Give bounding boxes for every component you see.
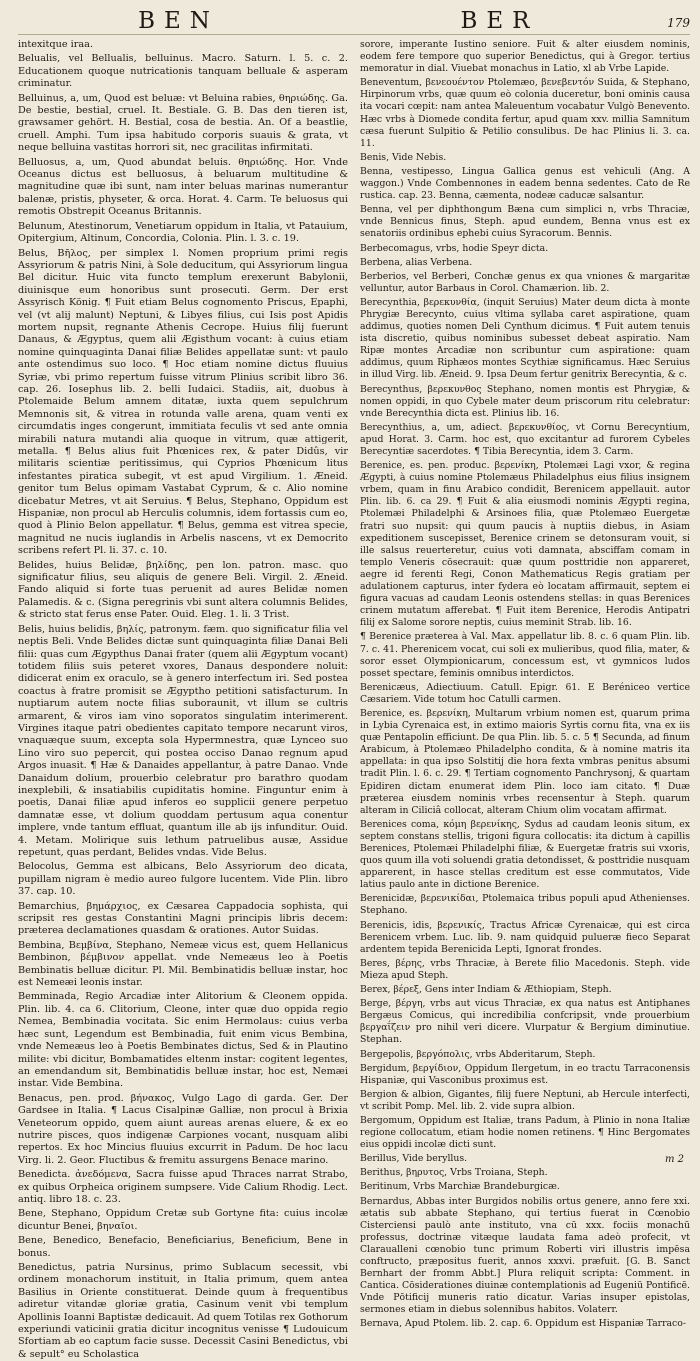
dictionary-entry: Bernardus, Abbas inter Burgidos nobilis ortus genere, anno fere xxi. ætatis sub abbate Stephano, qui tertius fuerat in Cœnobio Cisterciensi paulò ante instituto, vna cū xxx. fociis monachū professus, doctrinæ vitæque laudata fama adeò profecit, vt Claraualleni cœnobio tunc primum Roberti viri illustris impēsa conftructo, præpositus fuerit, annos xxxvi. præfuit. [G. B. Sanct Bernhart der fromm Abbt.] Plura reliquit scripta: Comment. in Cantica. Cōsiderationes diuinæ contemplationis ad Eugeniū Pontificē. Vnde Pōtificij muneris ratio dicatur. Varias insuper epistolas, sermones etiam in diebus solennibus habitos. Volaterr.	[360, 1195, 690, 1316]
dictionary-entry: Bemarchius, βημάρχιος, ex Cæsarea Cappadocia sophista, qui scripsit res gestas Constantini Magni principis libris decem: præterea declamationes quasdam & orationes. Autor Suidas.	[18, 900, 348, 937]
dictionary-entry: Beres, βέρης, vrbs Thraciæ, à Berete filio Macedonis. Steph. vide Mieza apud Steph.	[360, 957, 690, 981]
dictionary-entry: Bergion & albion, Gigantes, filij fuere Neptuni, ab Hercule interfecti, vt scribit Pomp. Mel. lib. 2. vide supra albion.	[360, 1088, 690, 1112]
dictionary-entry: Berecynthius, a, um, adiect. βερεκυνθίος, vt Cornu Berecyntium, apud Horat. 3. Carm. hoc est, quo excitantur ad furorem Cybeles Berecyntiæ sacerdotes. ¶ Tibia Berecyntia, idem 3. Carm.	[360, 421, 690, 457]
dictionary-entry: Berenices coma, κόμη βερενίκης, Sydus ad caudam leonis situm, ex septem constans stellis, trigoni figura collocatis: ita dictum à capillis Berenices, Ptolemæi Philadelphi filiæ, & Euergetæ fratris sui vxoris, quos quum illa voti soluendi gratia detondisset, & posttridie nusquam apparerent, in hasce stellas creditum est esse commutatos, Vide latius paulo ante in dictione Berenice.	[360, 818, 690, 891]
catchword: m 2	[664, 1154, 684, 1165]
dictionary-entry: Berecynthia, βερεκυνθία, (inquit Seruius) Mater deum dicta à monte Phrygiæ Berecynto, cuius vltima syllaba caret aspiratione, quam addimus, quoties nomen Deli Cynthum dicimus. ¶ Fuit autem tenuis ista discretio, quibus nominibus subesset debeat aspiratio. Nam Ripæ montes Arcadiæ non scribuntur cum aspiratione: quam addimus, quum Riphæos montes Scythiæ significamus. Hæc Seruius in illud Virg. lib. Æneid. 9. Ipsa Deum fertur genitrix Berecyntia, & c.	[360, 296, 690, 381]
left-column	[18, 39, 348, 1360]
dictionary-entry: Berillus, Vide beryllus.	[360, 1153, 468, 1165]
dictionary-entry: Beneventum, βενεουέντον Ptolemæo, βενεβεντόν Suida, & Stephano, Hirpinorum vrbs, quæ quum eò colonia duceretur, boni ominis causa ita vocari cœpit: nam antea Maleuentum vocabatur Vulgò Benevento. Hæc vrbs à Diomede condita fertur, apud quam xxv. millia Samnitum cæsa fuerunt Sulpitio & Petilio consulibus. De hac Plinius li. 3. ca. 11.	[360, 77, 690, 149]
dictionary-entry: Bemminada, Regio Arcadiæ inter Alitorium & Cleonem oppida. Plin. lib. 4. ca 6. Clitorium, Cleone, inter quæ duo oppida regio Nemea, Bembinadia vocitata. Sic enim Hermolaus: cuius verba hæc sunt, Legendum est Bembinadia, fuit enim vicus Bembina, vnde Nemeæus leo à Poetis Bembinates dictus, Sed & in Plautino milite: vbi dicitur, Bombamatides eltenm instar: cogitent legentes, an emendandum sit, Bembinatidis belluæ instar, hoc est, Nemæi instar. Vide Bembina.	[18, 991, 348, 1090]
dictionary-entry: Berbecomagus, vrbs, hodie Speyr dicta.	[360, 242, 549, 254]
dictionary-entry: Berberios, vel Berberi, Conchæ genus ex qua vniones & margaritæ velluntur, autor Barbaus in Corol. Chamærion. lib. 2.	[360, 270, 690, 294]
dictionary-entry: Berithus, βηρυτος, Vrbs Troiana, Steph.	[360, 1167, 548, 1179]
dictionary-entry: sorore, imperante Iustino seniore. Fuit & alter eiusdem nominis, eodem fere tempore quo superior Benedictus, qui à Gregor. tertius memoratur in dial. Viuebat monachus in Latio, xl ab Vrbe Lapide.	[360, 39, 690, 75]
dictionary-entry: Berenicidæ, βερενικίδαι, Ptolemaica tribus populi apud Athenienses. Stephano.	[360, 893, 690, 917]
dictionary-entry: Berenicæus, Adiectiuum. Catull. Epigr. 61. E Beréniceo vertice Cæsariem. Vide totum hoc Catulli carmen.	[360, 681, 690, 705]
dictionary-entry: Benedictus, patria Nursinus, primo Sublacum secessit, vbi ordinem monachorum instituit, in Italia primum, quem antea Basilius in Oriente constituerat. Deinde quum à frequentibus adiretur vitandæ gloriæ gratia, Casinum venit vbi templum Apollinis Ioanni Baptistæ dedicauit. Ad quem Totilas rex Gothorum experiundi vaticinii gratia dicitur incognitus venisse ¶ Ludouicum Sfortiam ab eo captum facie susse. Decessit Casini Benedictus, vbi & sepult° eu Scholastica	[18, 1262, 348, 1360]
header-right-word: BER	[460, 8, 539, 34]
dictionary-entry: Berenice, es. βερενίκη, Multarum vrbium nomen est, quarum prima in Lybia Cyrenaica est, in extimo maioris Syrtis cornu fita, vna ex iis quæ Pentapolin efficiunt. De qua Plin. lib. 5. c. 5 ¶ Secunda, ad finum Arabicum, à Ptolemæo Philadelpho condita, & à nomine matris ita appellata: in qua ipso Solstitij die hora fexta vmbras penitus absumi tradit Plin. l. 6. c. 29. ¶ Tertiam cognomento Panchrysonj, & quartam Epidiren dictam enumerat idem Plin. loco iam citato. ¶ Duæ præterea eiusdem nominis vrbes recensentur à Steph. quarum alteram in Ciliciâ collocat, alteram Chium olim vocatam affirmat.	[360, 707, 690, 816]
dictionary-entry: Bembina, Βεμβίνα, Stephano, Nemeæ vicus est, quem Hellanicus Bembinon, βέμβινον appellat. vnde Nemeæus leo à Poetis Bembinatis belluæ dicitur. Pl. Mil. Bembinatidis belluæ instar, hoc est Nemeæi leonis instar.	[18, 939, 348, 989]
dictionary-entry: Belis, huius belidis, βηλίς, patronym. fæm. quo significatur filia vel neptis Beli. Vnde Belides dictæ sunt quinquaginta filiæ Danai Beli filii: quas cum Ægypthus Danai frater (quem alii Ægyptum vocant) totidem filiis suis peteret vxores, Danaus desponderе noluit: didicerat enim ex oraculo, se à genero interfectum iri. Sed postea coactus à fratre promisit se Ægyptho petitioni satisfacturum. In nuptiarum autem nocte filias suboraunit, vt illum se cultris armarent, & viros iam vino soporatos singulatim interimerent. Virgines itaque patri obedientes capitato tempore necarunt viros, vnaquæque suum, exceptа sola Hypermnestra, quæ Lynceo suo Lino viro suo pepercit, qui postea occiso Danao regnum apud Argos inuasit. ¶ Hæ & Danaides appellantur, à patre Danao. Vnde Danaidum dolium, prouerbio celebratur pro barathro quodam inexplebili, & insatiabilis cupiditatis homine. Finguntur enim à poetis, Danai filiæ apud inferos eo supplicii genere perpetuo damnatæ esse, vt dolium quoddam pertusum aqua conentur implere, vnde tantum effluat, quantum ille ab ijs infunditur. Ouid. 4. Metam. Molirique suis lethum patruelibus ausæ, Assidue repetunt, quas perdant, Belides vndas. Vide Belus.	[18, 623, 348, 858]
dictionary-entry: Berge, βέργη, vrbs aut vicus Thraciæ, ex qua natus est Antiphanes Bergæus Comicus, qui incredibilia confcripsit, vnde prouerbium βεργαΐζειν pro nihil veri dicere. Vlurpatur & Bergium diminutiue. Stephan.	[360, 998, 690, 1046]
dictionary-entry: Berex, βέρεξ, Gens inter Indiam & Æthiopiam, Steph.	[360, 984, 612, 996]
dictionary-entry: Belides, huius Belidæ, βηλίδης, pen lon. patron. masc. quo significatur filius, seu aliquis de genere Beli. Virgil. 2. Æneid. Fando aliquid si forte tuas peruenit ad aures Belidæ nomen Palamedis. & c. (Signa peregrinis vbi sunt altera columnis Belides, & stricto stat ferus ense Pater. Ouid. Eleg. 1. li. 3 Trist.	[18, 559, 348, 621]
dictionary-entry: Belluinus, a, um, Quod est beluæ: vt Beluina rabies, θηριώδης. Ga. De bestie, bestial, cruel. It. Bestiale. G. B. Das den tieren ist, grawsamer gehört. H. Bestial, cosa de bestia. An. Of a beastlie, cruell. Amphi. Tum ipsa habitudo corporis suauis & grata, vt neque belluina vastitas horrori sit, nec gracilitas infirmitati.	[18, 92, 348, 154]
dictionary-entry: Berenice, es. pen. produc. βερενίκη, Ptolemæi Lagi vxor, & regina Ægypti, à cuius nomine Ptolemæus Philadelphus eius filius insignem vrbem, quam in finu Arabico condidit, Berenicem appellauit. autor Plin. lib. 6. ca 29. ¶ Fuit & alia eiusmodi nominis Ægypti regina, Ptolemæi Philadelphi & Arsinoes filia, quæ Ptolemæo Euergetæ fratri suo nupsit: qui quum paucis à nuptiis diebus, in Asiam expeditionem suscepisset, Berenice crinem se detonsuram vouit, si ille salsus reuerteretur, cuius voti damnata, absciffam comam in templo Veneris cōsecrauit: quæ quum posttridie non appareret, aegre id ferenti Regi, Conon Mathematicus Regis gratiam per adulationem capturus, inter fydera eò locatam affirmauit, septem ei figura vacuas ad caudam Leonis ostendens stellas: in quas Berenices crinem mutatum afferebat. ¶ Fuit item Berenice, Herodis Antipatri filij ex Salome sorore neptis, cuius meminit Strab. lib. 16.	[360, 460, 690, 629]
dictionary-entry: Bergidum, βεργίδιον, Oppidum Ilergetum, in eo tractu Tarraconensis Hispaniæ, qui Vasconibus proximus est.	[360, 1062, 690, 1086]
dictionary-entry: Benna, vestipesso, Lingua Gallica genus est vehiculi (Ang. A waggon.) Vnde Combennones in eadem benna sedentes. Cato de Re rustica. cap. 23. Benna, cæmenta, nodeæ caducæ salsantur.	[360, 165, 690, 202]
dictionary-entry: Bene, Stephano, Oppidum Cretæ sub Gortyne fita: cuius incolæ dicuntur Benei, βηναῖοι.	[18, 1208, 348, 1232]
header-left-word: BEN	[138, 8, 219, 34]
running-header	[18, 4, 690, 35]
page-number: 179	[667, 16, 690, 30]
dictionary-entry: Belluosus, a, um, Quod abundat beluis. θηριώδης. Hor. Vnde Oceanus dictus est belluosus, à beluarum multitudine & magnitudine quæ ibi sunt, nam inter beluas marinas numerantur balenæ, pristis, physeter, & orca. Horat. 4. Carm. Te beluosus qui remotis Obstrepit Oceanus Britannis.	[18, 156, 348, 218]
dictionary-entry: Berenicis, idis, βερενικίς, Tractus Africæ Cyrenaicæ, qui est circa Berenicem vrbem. Luc. lib. 9. nam quidquid pulueræ fieco Separat ardentem tepida Berenicida Lepti, Ignorat frondes.	[360, 919, 690, 955]
dictionary-entry: Belunum, Atestinorum, Venetiarum oppidum in Italia, vt Patauium, Opitergium, Altinum, Concordia, Colonia. Plin. l. 3. c. 19.	[18, 220, 348, 245]
dictionary-entry: Benis, Vide Nebis.	[360, 151, 447, 163]
dictionary-entry: Bernava, Apud Ptolem. lib. 2. cap. 6. Oppidum est Hispaniæ Tarraco-	[360, 1318, 687, 1330]
dictionary-entry: Berbena, alias Verbena.	[360, 256, 473, 268]
dictionary-entry: Belualis, vel Bellualis, belluinus. Macro. Saturn. l. 5. c. 2. Educationem quoque nutricationis tanquam belluale & asperam criminatur.	[18, 53, 348, 90]
dictionary-entry: Bene, Benedico, Benefacio, Beneficiarius, Beneficium, Bene in bonus.	[18, 1235, 348, 1259]
dictionary-entry: Berecynthus, βερεκυνθος Stephano, nomen montis est Phrygiæ, & nomen oppidi, in quo Cybele mater deum priscorum ritu celebratur: vnde Berecynthia dicta est. Plinius lib. 16.	[360, 383, 690, 419]
dictionary-entry: Belus, Βῆλος, per simplex l. Nomen proprium primi regis Assyriorum & patris Nini, à Sole deducitum, qui Assyriorum lingua Bel dicitur. Huic vita functo templum erexerunt Babylonii, diuinisque eum honoribus sunt prosecuti. Germ. Der erst Assyrisch König. ¶ Fuit etiam Belus cognomento Priscus, Epaphi, vel (vt alij malunt) Neptuni, & Libyes filius, cui Isis post Apidis mortem nupsit, regnante Athenis Cecrope. Huius filij fuerunt Danaus, & Ægyptus, quem alii Ægisthum vocant: à cuius etiam nomine quinquaginta Danai filiæ Belides appellatæ sunt: vt paulo ante ostendimus suo loco. ¶ Hoc etiam nomine dictus fluuius Syriæ, vbi primo repertum fuisse vitrum Plinius scribit libro 36. cap. 26. Iosephus lib. 2. belli Iudaici. Stadiis, ait, duobus à Ptolemaide Belum amnem ditatæ, iuxta quem sepulchrum Memnonis sit, & vitrea in rotunda valle arena, quam venti ex circumdatis inges congerunt, immitiata feculis vt sed ante omnia mirabili natura mutandi alia quoque in vitrum, quæ attigerit, metalla. ¶ Belus alius fuit Phœnices rex, & pater Didûs, vir militaris scientiæ peritissimus, qui Cyprios Phœnicum litus infestantes piratica subegit, vt est apud Virgilium. 1. Æneid. genitor tum Belus opimam Vastabat Cyprum, & c. Alio nomine dicebatur Metres, vt ait Seruius. ¶ Belus, Stephano, Oppidum est Hispaniæ, non procul ab Herculis columnis, idem fortassis cum eo, quod à Plinio Belon appellatur. ¶ Belus, gemma est vitrea specie, magnitud ne nucis iuglandis in Arbelis nascens, vt ex Democrito scribens refert Pl. li. 37. c. 10.	[18, 247, 348, 557]
dictionary-entry: Benna, vel per diphthongum Bæna cum simplici n, vrbs Thraciæ, vnde Bennicus finus, Steph. apud eundem, Benna vnus est ex senatoriis ordinibus ephebi cuius Syracorum. Bennis.	[360, 204, 690, 240]
dictionary-entry: intexitque iraa.	[18, 39, 94, 50]
dictionary-entry: Benedicta. ἀνεδόμενα, Sacra fuisse apud Thraces narrat Strabo, ex quibus Orpheica originem sumpsere. Vide Calium Rhodig. Lect. antiq. libro 18. c. 23.	[18, 1169, 348, 1205]
dictionary-entry: Bergepolis, βεργόπολις, vrbs Abderitarum, Steph.	[360, 1048, 596, 1060]
dictionary-entry: Bergomum, Oppidum est Italiæ, trans Padum, à Plinio in nona Italiæ regione collocatum, etiam hodie nomen retinens. ¶ Hinc Bergomates eius oppidi incolæ dicti sunt.	[360, 1114, 690, 1151]
dictionary-entry: Beritinum, Vrbs Marchiæ Brandeburgicæ.	[360, 1181, 560, 1193]
dictionary-entry: Benacus, pen. prod. βήνακος, Vulgo Lago di garda. Ger. Der Gardsee in Italia. ¶ Lacus Cisalpinæ Galliæ, non procul à Brixia Veneteorum oppido, quem aiunt aureas arenas eluere, & ex eo nutrire pisces, quos indigenæ Carpiones vocant, nusquam alibi repertos. Ex hoc Mincius fluuius excurrit in Padum. De hoc lacu Virg. li. 2. Geor. Fluctibus & fremitu assurgens Benace marino.	[18, 1092, 348, 1166]
dictionary-entry: ¶ Berenice præterea à Val. Max. appellatur lib. 8. c. 6 quam Plin. lib. 7. c. 41. Pherenicem vocat, cui soli ex mulieribus, quod filia, mater, & soror esset Olympionicarum, concessum est, vt gymnicos ludos posset spectare, feminis omnibus interdictos.	[360, 631, 690, 679]
dictionary-entry: Belocolus, Gemma est albicans, Belo Assyriorum deo dicata, pupillam nigram è medio aureo fulgore lucentem. Vide Plin. libro 37. cap. 10.	[18, 861, 348, 898]
